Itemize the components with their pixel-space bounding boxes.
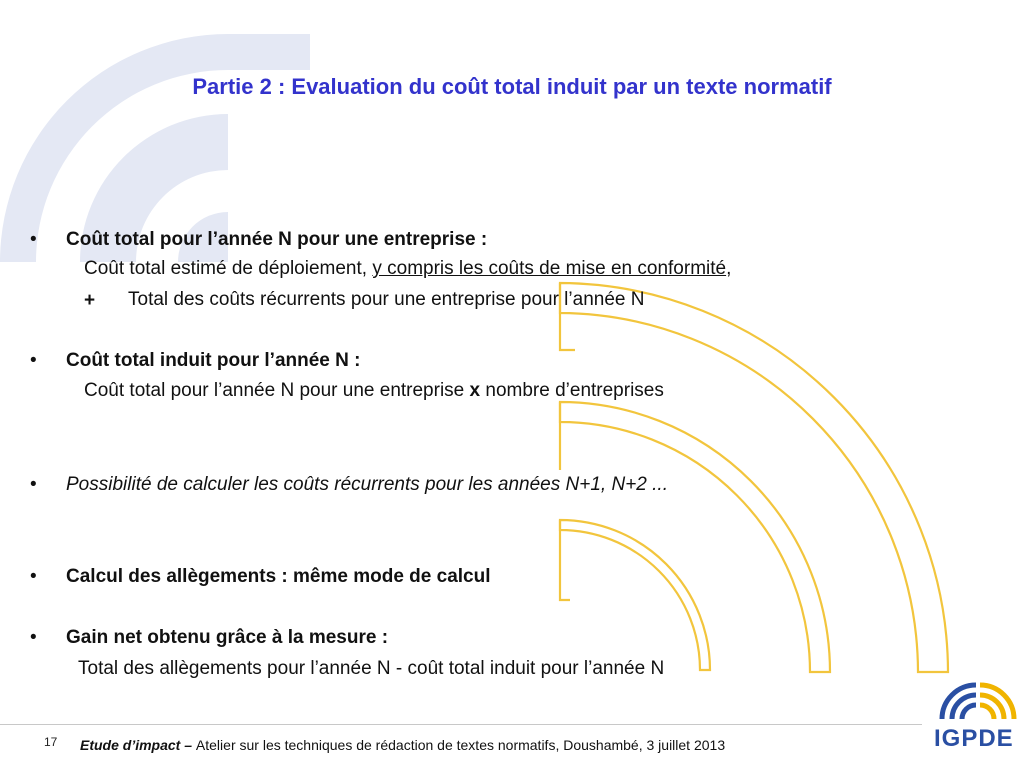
bullet-dot: • [30,566,37,587]
footer-caption-rest: Atelier sur les techniques de rédaction de textes normatifs, Doushambé, 3 juillet 2013 [195,737,726,753]
line-text-suffix: , [726,258,732,279]
bullet-line [84,257,731,280]
line-text: Coût total pour l’année N pour une entreprise [84,380,470,401]
logo-wordmark: IGPDE [934,725,1014,752]
footer-caption-bold: Etude d’impact – [80,737,196,753]
bullet-dot: • [30,229,37,250]
bullet-line: Total des allègements pour l’année N - coût total induit pour l’année N [78,658,665,679]
plus-operator: + [84,290,96,311]
underlined-text: y compris les coûts de mise en conformité [372,258,727,279]
bullet-dot: • [30,474,37,495]
bullet-heading: Coût total induit pour l’année N : [66,350,361,371]
multiply-operator: x [469,380,481,401]
line-text-suffix: nombre d’entreprises [480,380,664,401]
bullet-heading: Calcul des allègements : même mode de calcul [66,566,491,587]
footer-divider [0,724,922,725]
bullet-line: Total des coûts récurrents pour une entreprise pour l’année N [128,289,645,310]
bullet-line [84,379,664,402]
bullet-dot: • [30,627,37,648]
bullet-dot: • [30,350,37,371]
bullet-heading: Possibilité de calculer les coûts récurrents pour les années N+1, N+2 ... [66,474,668,495]
bullet-heading: Gain net obtenu grâce à la mesure : [66,627,389,648]
bullet-heading: Coût total pour l’année N pour une entreprise : [66,229,488,250]
line-text: Coût total estimé de déploiement, [84,258,373,279]
slide-title: Partie 2 : Evaluation du coût total induit par un texte normatif [192,74,832,99]
page-number: 17 [44,735,58,749]
igpde-logo-icon [928,675,1024,768]
footer-caption [80,737,725,753]
